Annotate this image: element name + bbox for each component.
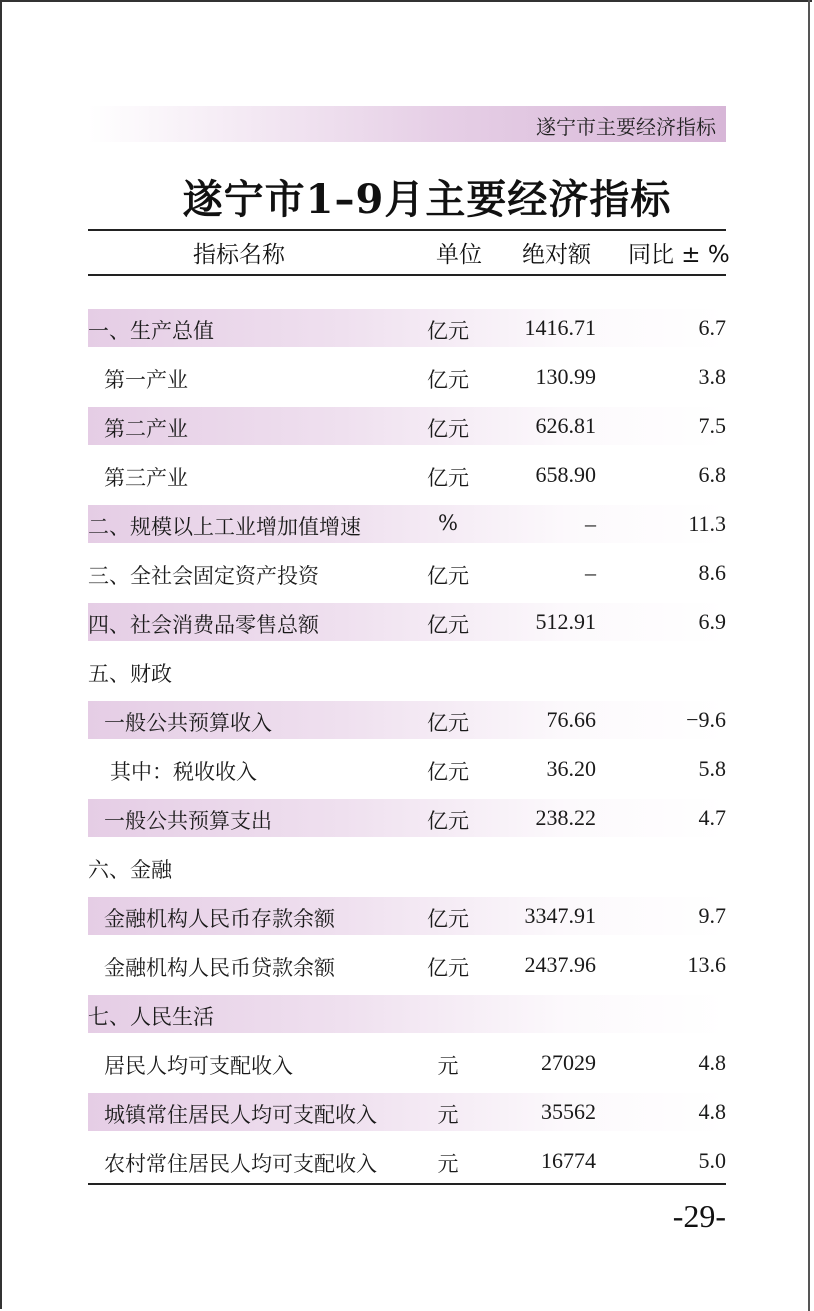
table-row <box>88 897 726 935</box>
row-value: 27029 <box>541 1050 596 1075</box>
table-row <box>88 799 726 837</box>
section-heading <box>88 848 726 886</box>
table-row <box>88 456 726 494</box>
table-row <box>88 554 726 592</box>
running-header <box>88 106 726 142</box>
row-value: 1416.71 <box>524 315 596 340</box>
row-value: 3347.91 <box>524 903 596 928</box>
table-row <box>88 1093 726 1131</box>
row-yoy: 5.8 <box>698 756 726 781</box>
row-unit: 亿元 <box>427 711 469 735</box>
row-value: 130.99 <box>535 364 596 389</box>
row-name: 四、社会消费品零售总额 <box>88 613 319 637</box>
row-name: 六、金融 <box>88 858 172 882</box>
row-name: 金融机构人民币存款余额 <box>104 907 335 931</box>
row-yoy: 7.5 <box>698 413 726 438</box>
row-unit: 亿元 <box>427 368 469 392</box>
table-row <box>88 946 726 984</box>
column-header-yoy: 同比 ± % <box>628 242 730 268</box>
row-value: 512.91 <box>535 609 596 634</box>
row-unit: 元 <box>437 1103 459 1127</box>
row-value: – <box>585 560 596 585</box>
row-value: 36.20 <box>546 756 596 781</box>
row-value: 658.90 <box>535 462 596 487</box>
column-header-unit: 单位 <box>436 242 482 268</box>
row-unit: 亿元 <box>427 564 469 588</box>
row-value: 76.66 <box>546 707 596 732</box>
row-unit: 元 <box>437 1054 459 1078</box>
table-row <box>88 701 726 739</box>
table-row <box>88 407 726 445</box>
row-name: 五、财政 <box>88 662 172 686</box>
row-name: 居民人均可支配收入 <box>104 1054 293 1078</box>
row-value: 2437.96 <box>524 952 596 977</box>
table-top-rule <box>88 229 726 231</box>
row-value: 626.81 <box>535 413 596 438</box>
section-heading <box>88 995 726 1033</box>
row-unit: 亿元 <box>427 956 469 980</box>
row-name: 一般公共预算支出 <box>104 809 272 833</box>
row-name: 其中：税收收入 <box>110 760 257 784</box>
row-yoy: 11.3 <box>688 511 726 536</box>
row-unit: 元 <box>437 1152 459 1176</box>
row-yoy: 5.0 <box>698 1148 726 1173</box>
row-yoy: −9.6 <box>686 707 726 732</box>
row-yoy: 4.8 <box>698 1099 726 1124</box>
row-name: 三、全社会固定资产投资 <box>88 564 319 588</box>
row-unit: 亿元 <box>427 760 469 784</box>
table-row <box>88 750 726 788</box>
row-yoy: 6.7 <box>698 315 726 340</box>
row-yoy: 6.9 <box>698 609 726 634</box>
row-yoy: 6.8 <box>698 462 726 487</box>
row-value: 238.22 <box>535 805 596 830</box>
row-yoy: 13.6 <box>687 952 726 977</box>
table-row <box>88 505 726 543</box>
row-unit: 亿元 <box>427 809 469 833</box>
row-yoy: 8.6 <box>698 560 726 585</box>
row-name: 一般公共预算收入 <box>104 711 272 735</box>
row-name: 二、规模以上工业增加值增速 <box>88 515 361 539</box>
table-header-rule <box>88 274 726 276</box>
table-bottom-rule <box>88 1183 726 1185</box>
running-header-text: 遂宁市主要经济指标 <box>536 115 716 139</box>
row-unit: 亿元 <box>427 319 469 343</box>
table-row <box>88 1044 726 1082</box>
row-name: 农村常住居民人均可支配收入 <box>104 1152 377 1176</box>
page-title: 遂宁市1–9月主要经济指标 <box>182 176 672 223</box>
row-value: – <box>585 511 596 536</box>
row-name: 七、人民生活 <box>88 1005 214 1029</box>
table-row <box>88 603 726 641</box>
row-value: 35562 <box>541 1099 596 1124</box>
table-row <box>88 309 726 347</box>
row-name: 第三产业 <box>104 466 188 490</box>
row-name: 第一产业 <box>104 368 188 392</box>
table-row <box>88 1142 726 1180</box>
page-number: -29- <box>672 1198 726 1234</box>
row-yoy: 4.8 <box>698 1050 726 1075</box>
row-name: 一、生产总值 <box>88 319 214 343</box>
row-name: 城镇常住居民人均可支配收入 <box>104 1103 377 1127</box>
row-name: 第二产业 <box>104 417 188 441</box>
column-header-value: 绝对额 <box>522 242 591 268</box>
row-unit: % <box>438 511 458 535</box>
row-value: 16774 <box>541 1148 596 1173</box>
row-unit: 亿元 <box>427 466 469 490</box>
row-yoy: 3.8 <box>698 364 726 389</box>
row-yoy: 9.7 <box>698 903 726 928</box>
table-row <box>88 358 726 396</box>
section-heading <box>88 652 726 690</box>
column-header-name: 指标名称 <box>193 242 285 268</box>
row-name: 金融机构人民币贷款余额 <box>104 956 335 980</box>
row-yoy: 4.7 <box>698 805 726 830</box>
row-unit: 亿元 <box>427 613 469 637</box>
row-unit: 亿元 <box>427 417 469 441</box>
row-unit: 亿元 <box>427 907 469 931</box>
